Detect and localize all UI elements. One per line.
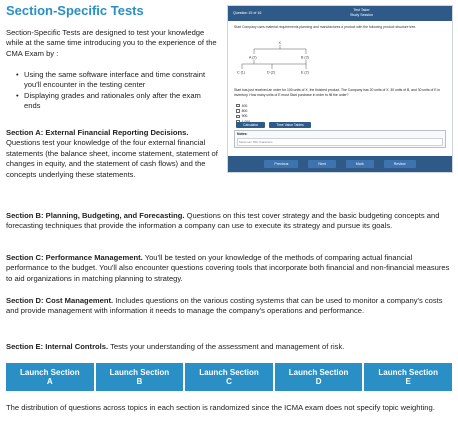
section-e-description (6, 342, 452, 352)
exam-footer (228, 156, 452, 172)
next-button[interactable]: Next (308, 160, 335, 167)
launch-section-c-button[interactable]: Launch Section C (185, 363, 273, 391)
launch-buttons (6, 363, 452, 391)
tree-node: B (3) (301, 55, 309, 60)
section-body: Tests your understanding of the assessment and management of risk. (108, 342, 345, 351)
previous-button[interactable]: Previous (264, 160, 298, 167)
checkbox[interactable] (236, 104, 240, 108)
checkbox[interactable] (236, 115, 240, 119)
tree-node: A (2) (249, 55, 257, 60)
question-text: Start has just received an order for 100 units of X, the finished product. The Company has 20 units of X, 30 units of B, and 30 units of E in inventory. How many units of E must Start purchase in order to fill the order? (234, 88, 441, 97)
section-body: You'll be tested on your knowledge of the methods of comparing actual financial performance to the budget. You'll also encounter questions covering tools that incorporate both financial and non-financial measures to aid organizations in matching planning to strategy. (6, 253, 450, 283)
section-heading: Section A: External Financial Reporting Decisions. (6, 128, 189, 137)
section-heading: Section D: Cost Management. (6, 296, 114, 305)
time-value-tables-button[interactable]: Time Value Tables (269, 122, 310, 128)
product-structure-tree (234, 40, 334, 78)
study-session-label: Study Session (350, 12, 373, 17)
section-d-description (6, 296, 452, 317)
section-heading: Section C: Performance Management. (6, 253, 143, 262)
section-heading: Section E: Internal Controls. (6, 342, 109, 351)
tree-node: C (1) (237, 70, 245, 75)
page-title: Section-Specific Tests (6, 3, 144, 18)
mark-button[interactable]: Mark (346, 160, 374, 167)
answer-option[interactable]: 900. (236, 114, 251, 119)
launch-section-a-button[interactable]: Launch Section A (6, 363, 94, 391)
launch-section-e-button[interactable]: Launch Section E (364, 363, 452, 391)
notes-label: Notes: (237, 132, 248, 136)
calculator-button[interactable]: Calculator (236, 122, 265, 128)
answer-option[interactable]: 400. (236, 103, 251, 108)
review-button[interactable]: Review (384, 160, 416, 167)
intro-text: Section-Specific Tests are designed to test your knowledge while at the same time introducing you to the experience of the CMA Exam by : (6, 28, 217, 58)
launch-section-d-button[interactable]: Launch Section D (275, 363, 363, 391)
checkbox[interactable] (236, 109, 240, 113)
tree-node-root: X (278, 41, 281, 45)
test-taker-label: Test Taker (353, 8, 370, 12)
question-counter: Question 15 of 16 (233, 11, 262, 15)
session-info (350, 8, 373, 18)
section-heading: Section B: Planning, Budgeting, and Forecasting. (6, 211, 185, 220)
launch-section-b-button[interactable]: Launch Section B (96, 363, 184, 391)
footer-note: The distribution of questions across topics in each section is randomized since the ICMA exam does not specify topic weighting. (6, 403, 435, 412)
list-item: • Using the same software interface and time constraint you'll encounter in the testing center (16, 70, 216, 91)
notes-input[interactable]: Maximum 500 characters (237, 138, 443, 146)
tree-node: D (2) (267, 70, 275, 75)
section-b-description (6, 211, 452, 232)
tool-buttons (236, 122, 311, 128)
section-body: Questions test your knowledge of the four external financial statements (the balance sheet, income statement, statement of changes in equity, and the statement of cash flows) and the concepts underlying these statements. (6, 138, 218, 179)
tree-node: E (2) (301, 70, 309, 75)
list-item: • Displaying grades and rationales only after the exam ends (16, 91, 216, 112)
section-body: Includes questions on the various costing systems that can be used to monitor a company's costs and provide management with information it needs to manage the company's operations and performance. (6, 296, 443, 316)
question-prompt: Start Company uses material requirements planning and manufactures a product with the following product structure tree. (234, 25, 417, 29)
section-c-description (6, 253, 452, 284)
notes-panel (234, 130, 446, 148)
exam-interface-screenshot (227, 5, 453, 173)
feature-list (16, 70, 216, 112)
answer-option[interactable]: 800. (236, 108, 251, 113)
exam-header (228, 6, 452, 21)
section-a-description (6, 128, 220, 180)
section-body: Questions on this test cover strategy and the basic budgeting concepts and forecasting techniques that provide the information a company can use to execute its strategy and pursue its goals. (6, 211, 440, 231)
